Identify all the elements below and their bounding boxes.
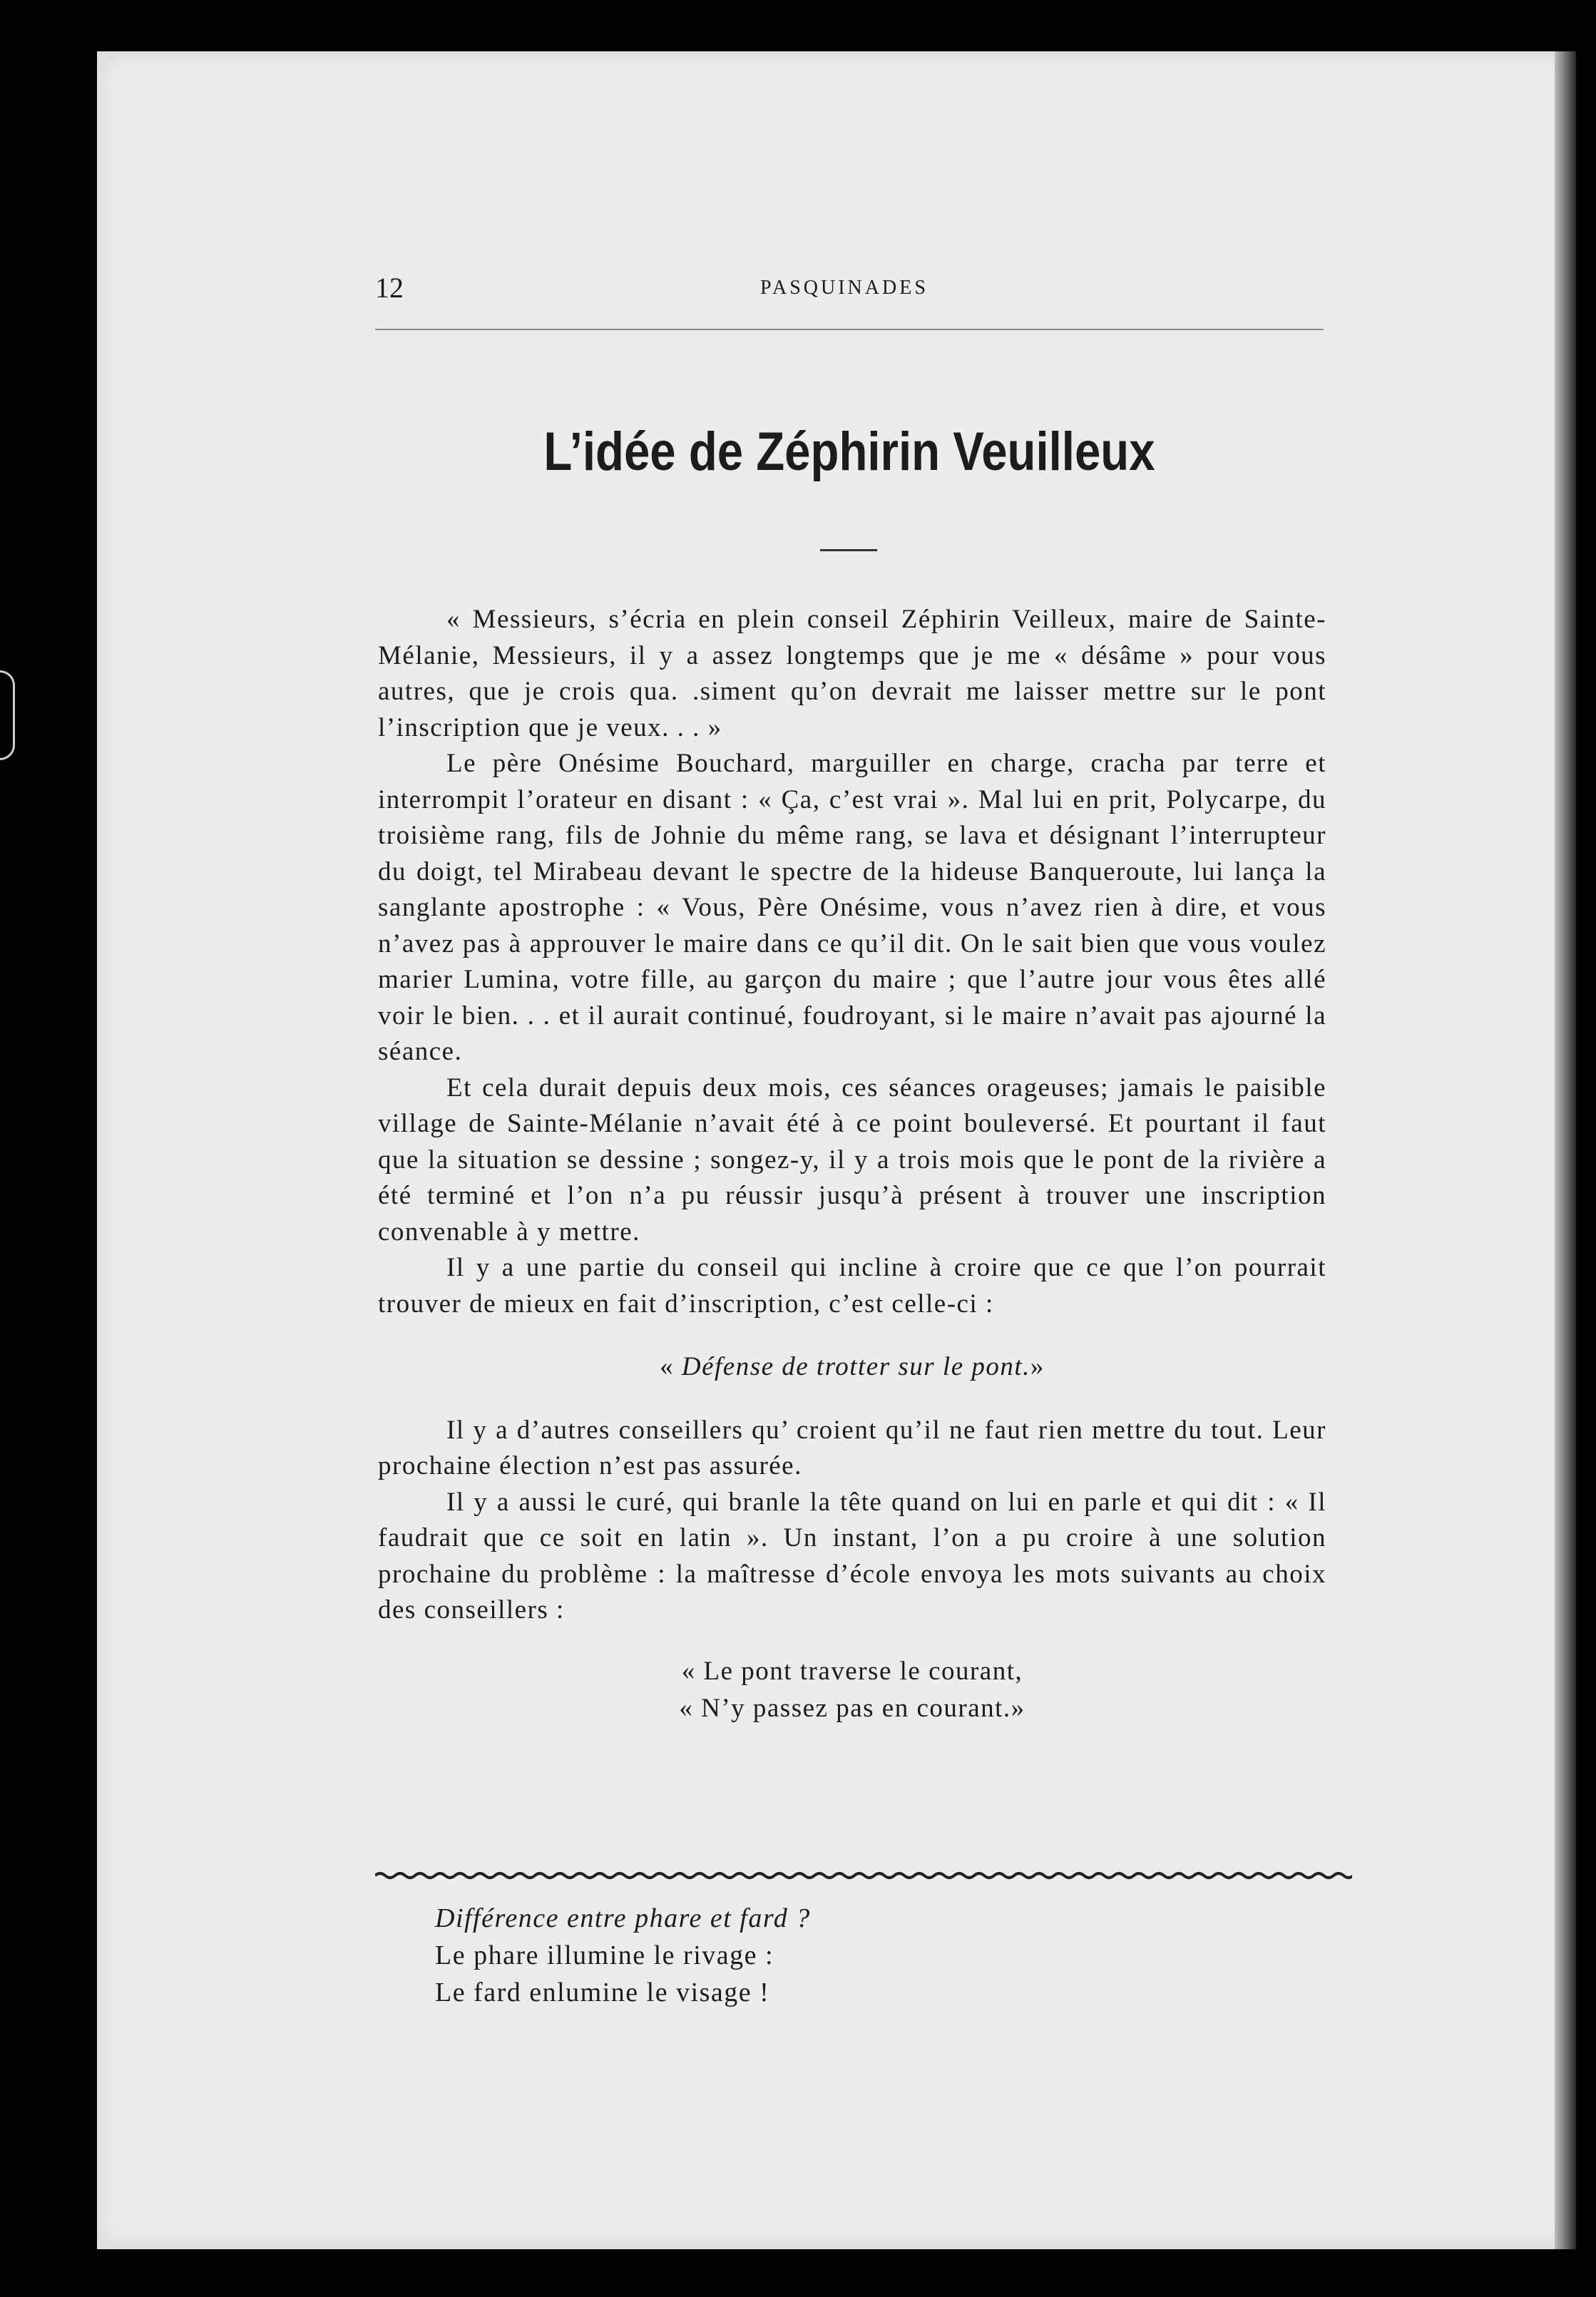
paragraph: « Messieurs, s’écria en plein conseil Zéphirin Veilleux, maire de Sainte-Mélanie, Messieurs, il y a assez longtemps que je me « désâme » pour vous autres, que je crois qua. .siment qu’on devrait me laisser mettre sur le pont l’inscription que je veux. . . »	[378, 605, 1326, 742]
header-rule	[375, 329, 1324, 330]
binding-shadow	[1555, 51, 1576, 2249]
page-number: 12	[375, 272, 404, 304]
paragraph: Il y a une partie du conseil qui incline à croire que ce que l’on pourrait trouver de mieux en fait d’inscription, c’est celle-ci :	[378, 1253, 1326, 1319]
paragraph: Et cela durait depuis deux mois, ces séances orageuses; jamais le paisible village de Sainte-Mélanie n’avait été à ce point bouleversé. Et pourtant il faut que la situation se dessine ; songez-y, il y a trois mois que le pont de la rivière a été terminé et l’on n’a pu réussir jusqu’à présent à trouver une inscription convenable à y mettre.	[378, 1073, 1326, 1247]
paragraph: Il y a aussi le curé, qui branle la tête quand on lui en parle et qui dit : « Il faudrait que ce soit en latin ». Un instant, l’on a pu croire à une solution prochaine du problème : la maîtresse d’école envoya les mots suivants au choix des conseillers :	[378, 1487, 1326, 1625]
article-body	[378, 602, 1326, 1727]
quote-close: »	[1030, 1352, 1045, 1381]
verse-line: « N’y passez pas en courant.»	[679, 1693, 1025, 1723]
quote-open: «	[660, 1352, 682, 1381]
filler-joke	[435, 1900, 1219, 2011]
page-header	[375, 271, 1324, 314]
title-rule	[820, 549, 877, 551]
verse-line: « Le pont traverse le courant,	[681, 1656, 1023, 1686]
joke-line: Le phare illumine le rivage :	[435, 1940, 774, 1970]
paragraph: Le père Onésime Bouchard, marguiller en charge, cracha par terre et interrompit l’orateur en disant : « Ça, c’est vrai ». Mal lui en prit, Polycarpe, du troisième rang, fils de Johnie du même rang, se lava et désignant l’interrupteur du doigt, tel Mirabeau devant le spectre de la hideuse Banqueroute, lui lança la sanglante apostrophe : « Vous, Père Onésime, vous n’avez rien à dire, et vous n’avez pas à approuver le maire dans ce qu’il dit. On le sait bien que vous voulez marier Lumina, votre fille, au garçon du maire ; que l’autre jour vous êtes allé voir le bien. . . et il aurait continué, foudroyant, si le maire n’avait pas ajourné la séance.	[378, 749, 1326, 1066]
article-title: L’idée de Zéphirin Veuilleux	[543, 421, 1155, 482]
inscription-quote	[378, 1349, 1326, 1386]
joke-line: Le fard enlumine le visage !	[435, 1978, 770, 2007]
joke-question: Différence entre phare et fard ?	[435, 1903, 811, 1933]
wavy-divider	[375, 1868, 1352, 1883]
running-head: PASQUINADES	[760, 277, 929, 299]
scan-edge-mark	[0, 670, 15, 760]
inscription-text: Défense de trotter sur le pont.	[681, 1352, 1030, 1381]
verse	[378, 1653, 1326, 1727]
paragraph: Il y a d’autres conseillers qu’ croient qu’il ne faut rien mettre du tout. Leur prochaine élection n’est pas assurée.	[378, 1415, 1326, 1480]
